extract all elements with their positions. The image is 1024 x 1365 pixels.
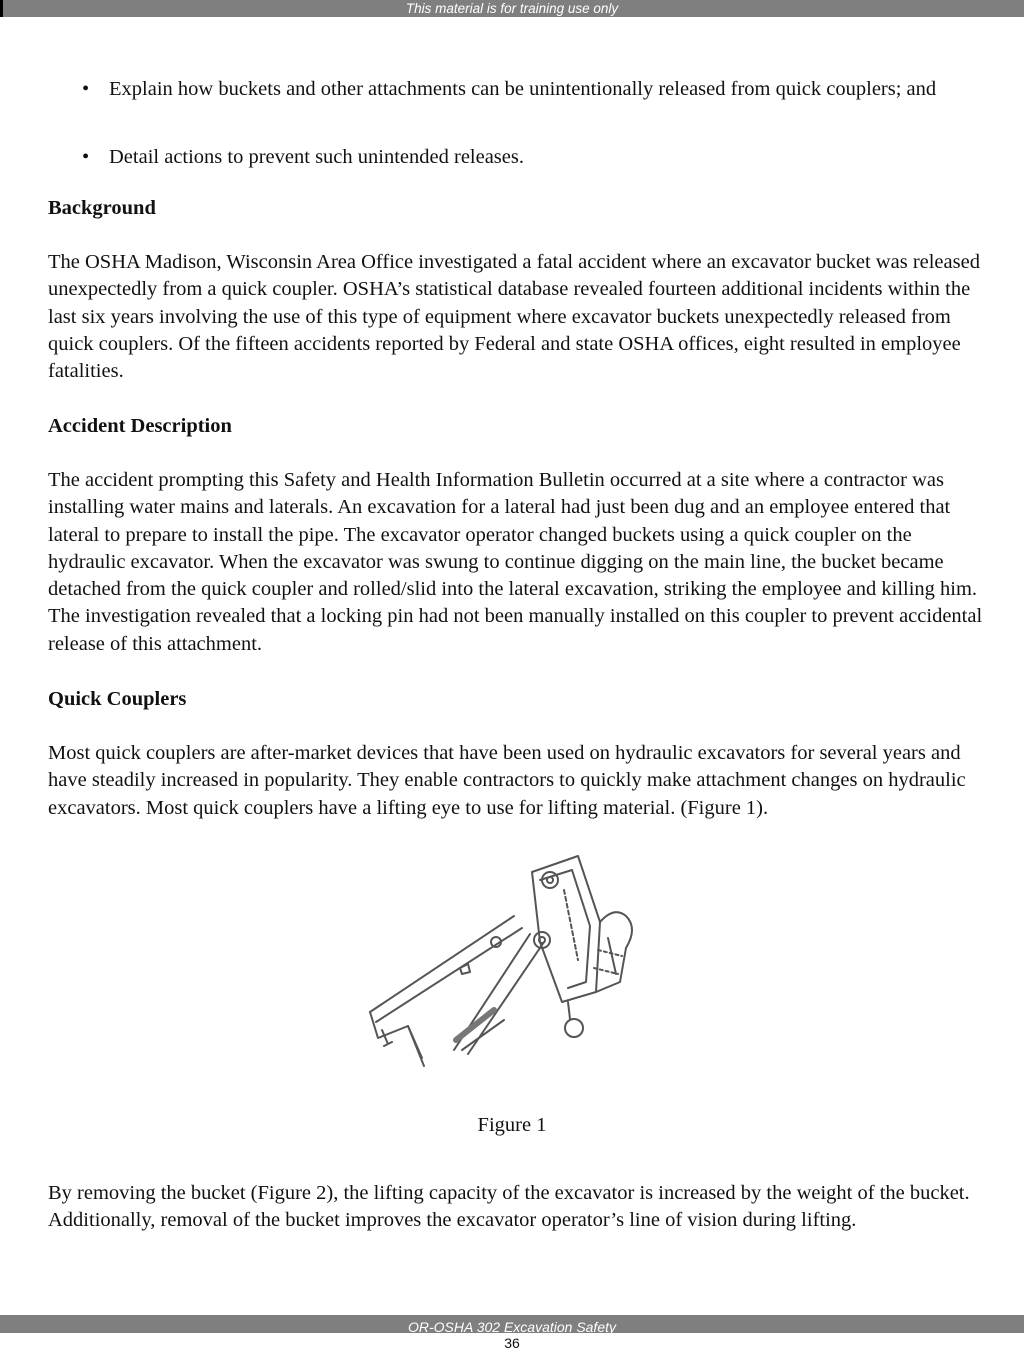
section-heading-couplers: Quick Couplers	[48, 688, 187, 710]
section-heading-accident: Accident Description	[48, 415, 232, 437]
page-number: 36	[504, 1335, 520, 1351]
figure-caption: Figure 1	[477, 1114, 547, 1136]
header-mark	[0, 0, 3, 17]
closing-paragraph: By removing the bucket (Figure 2), the lifting capacity of the excavator is increased by the weight of the bucket. Additionally, removal of the bucket improves the excavator operator’s line of vision during lifting.	[48, 1182, 970, 1232]
bullet-dot-icon: •	[82, 78, 90, 100]
bullet-item	[82, 144, 962, 171]
section-heading-background: Background	[48, 197, 156, 219]
couplers-paragraph: Most quick couplers are after-market devices that have been used on hydraulic excavators for several years and have steadily increased in popularity. They enable contractors to quickly make attachment changes on hydraulic excavators. Most quick couplers have a lifting eye to use for lifting material. (Figure 1).	[48, 742, 966, 819]
bullet-item	[82, 76, 962, 103]
bullet-text: Detail actions to prevent such unintended releases.	[109, 146, 524, 168]
quick-coupler-figure	[364, 850, 646, 1072]
bullet-text: Explain how buckets and other attachments can be unintentionally released from quick couplers; and	[109, 78, 937, 100]
bullet-dot-icon: •	[82, 146, 90, 168]
background-paragraph: The OSHA Madison, Wisconsin Area Office investigated a fatal accident where an excavator bucket was released unexpectedly from a quick coupler. OSHA’s statistical database revealed fourteen additional incidents within the last six years involving the use of this type of equipment where excavator buckets unexpectedly released from quick couplers. Of the fifteen accidents reported by Federal and state OSHA offices, eight resulted in employee fatalities.	[48, 251, 980, 383]
header-bar	[0, 0, 1024, 17]
header-text: This material is for training use only	[405, 1, 619, 16]
accident-paragraph: The accident prompting this Safety and Health Information Bulletin occurred at a site where a contractor was installing water mains and laterals. An excavation for a lateral had just been dug and an employee entered that lateral to prepare to install the pipe. The excavator operator changed buckets using a quick coupler on the hydraulic excavator. When the excavator was swung to continue digging on the main line, the bucket became detached from the quick coupler and rolled/slid into the lateral excavation, striking the employee and killing him. The investigation revealed that a locking pin had not been manually installed on this coupler to prevent accidental release of this attachment.	[48, 469, 983, 655]
footer-text: OR-OSHA 302 Excavation Safety	[407, 1319, 617, 1335]
footer-bar	[0, 1315, 1024, 1333]
